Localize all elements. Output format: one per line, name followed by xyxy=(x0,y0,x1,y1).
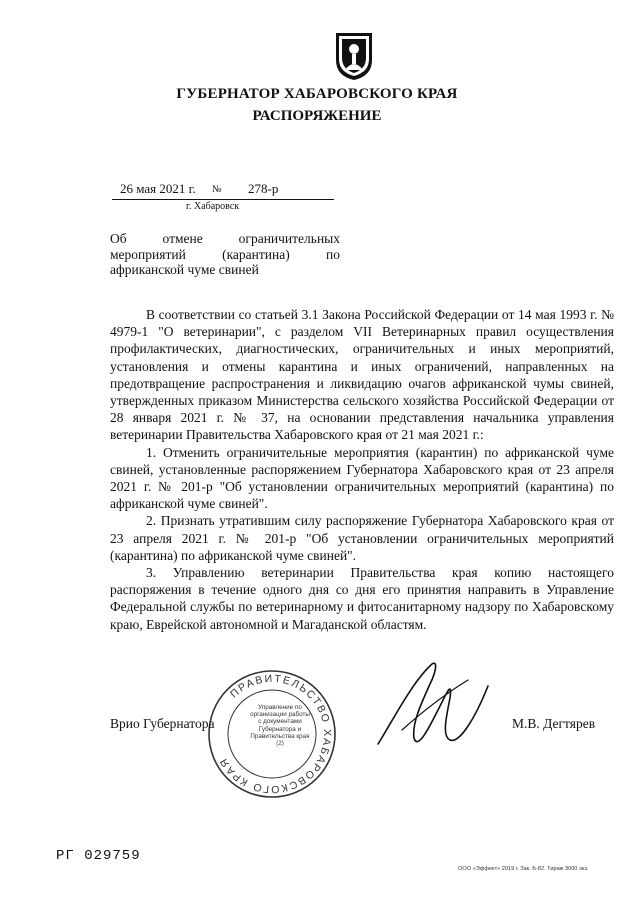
document-type: РАСПОРЯЖЕНИЕ xyxy=(252,108,382,124)
seal-inner-text: Управление по организации работы с документами Губернатора и Правительства края (2) xyxy=(250,704,310,748)
printer-imprint: ООО «Эффект» 2019 г. Зак. Б-82. Тираж 3000 экз. xyxy=(458,866,589,872)
document-city: г. Хабаровск xyxy=(186,201,240,212)
item-paragraph-2: 2. Признать утратившим силу распоряжение Губернатора Хабаровского края от 23 апреля 2021 г. № 201-р "Об установлении ограничительных мероприятий (карантина) по африканской чуме свиней". xyxy=(110,513,614,563)
item-paragraph-1: 1. Отменить ограничительные мероприятия (карантин) по африканской чуме свиней, установленные распоряжением Губернатора Хабаровского края от 23 апреля 2021 г. № 201-р "Об установлении ограничительных мероприятий (карантина) по африканской чуме свиней". xyxy=(110,444,614,512)
handwritten-signature xyxy=(372,652,492,762)
document-subject: Об отмене ограничительных мероприятий (карантина) по африканской чуме свиней xyxy=(110,231,340,277)
preamble-paragraph: В соответствии со статьей 3.1 Закона Российской Федерации от 14 мая 1993 г. № 4979-1 "О ветеринарии", с разделом VII Ветеринарных правил осуществления профилактических, диагностических, ограничительных и иных мероприятий, установления и отмены карантина и иных ограничений, направленных на предотвращение распространения и ликвидацию очагов африканской чумы свиней, утвержденных приказом Министерства сельского хозяйства Российской Федерации от 28 января 2021 г. № 37, на основании представления начальника управления ветеринарии Правительства Хабаровского края от 21 мая 2021 г.: xyxy=(110,307,614,443)
signatory-position: Врио Губернатора xyxy=(110,716,215,731)
signatory-name: М.В. Дегтярев xyxy=(512,716,596,731)
number-sign: № xyxy=(212,184,222,195)
coat-of-arms-icon xyxy=(333,30,375,82)
document-body xyxy=(110,306,614,633)
item-paragraph-3: 3. Управлению ветеринарии Правительства края копию настоящего распоряжения в течение одного дня со дня его принятия направить в Управление Федеральной службы по ветеринарному и фитосанитарному надзору по Хабаровскому краю, Еврейской автономной и Магаданской областям. xyxy=(110,565,614,632)
issuer-title: ГУБЕРНАТОР ХАБАРОВСКОГО КРАЯ xyxy=(176,86,458,102)
seal-ring-text: ПРАВИТЕЛЬСТВО ХАБАРОВСКОГО КРАЯ xyxy=(217,672,334,796)
blank-serial-number: РГ 029759 xyxy=(56,848,141,864)
document-number: 278-р xyxy=(248,181,279,196)
date-number-line xyxy=(112,181,334,200)
document-date: 26 мая 2021 г. xyxy=(120,181,196,196)
